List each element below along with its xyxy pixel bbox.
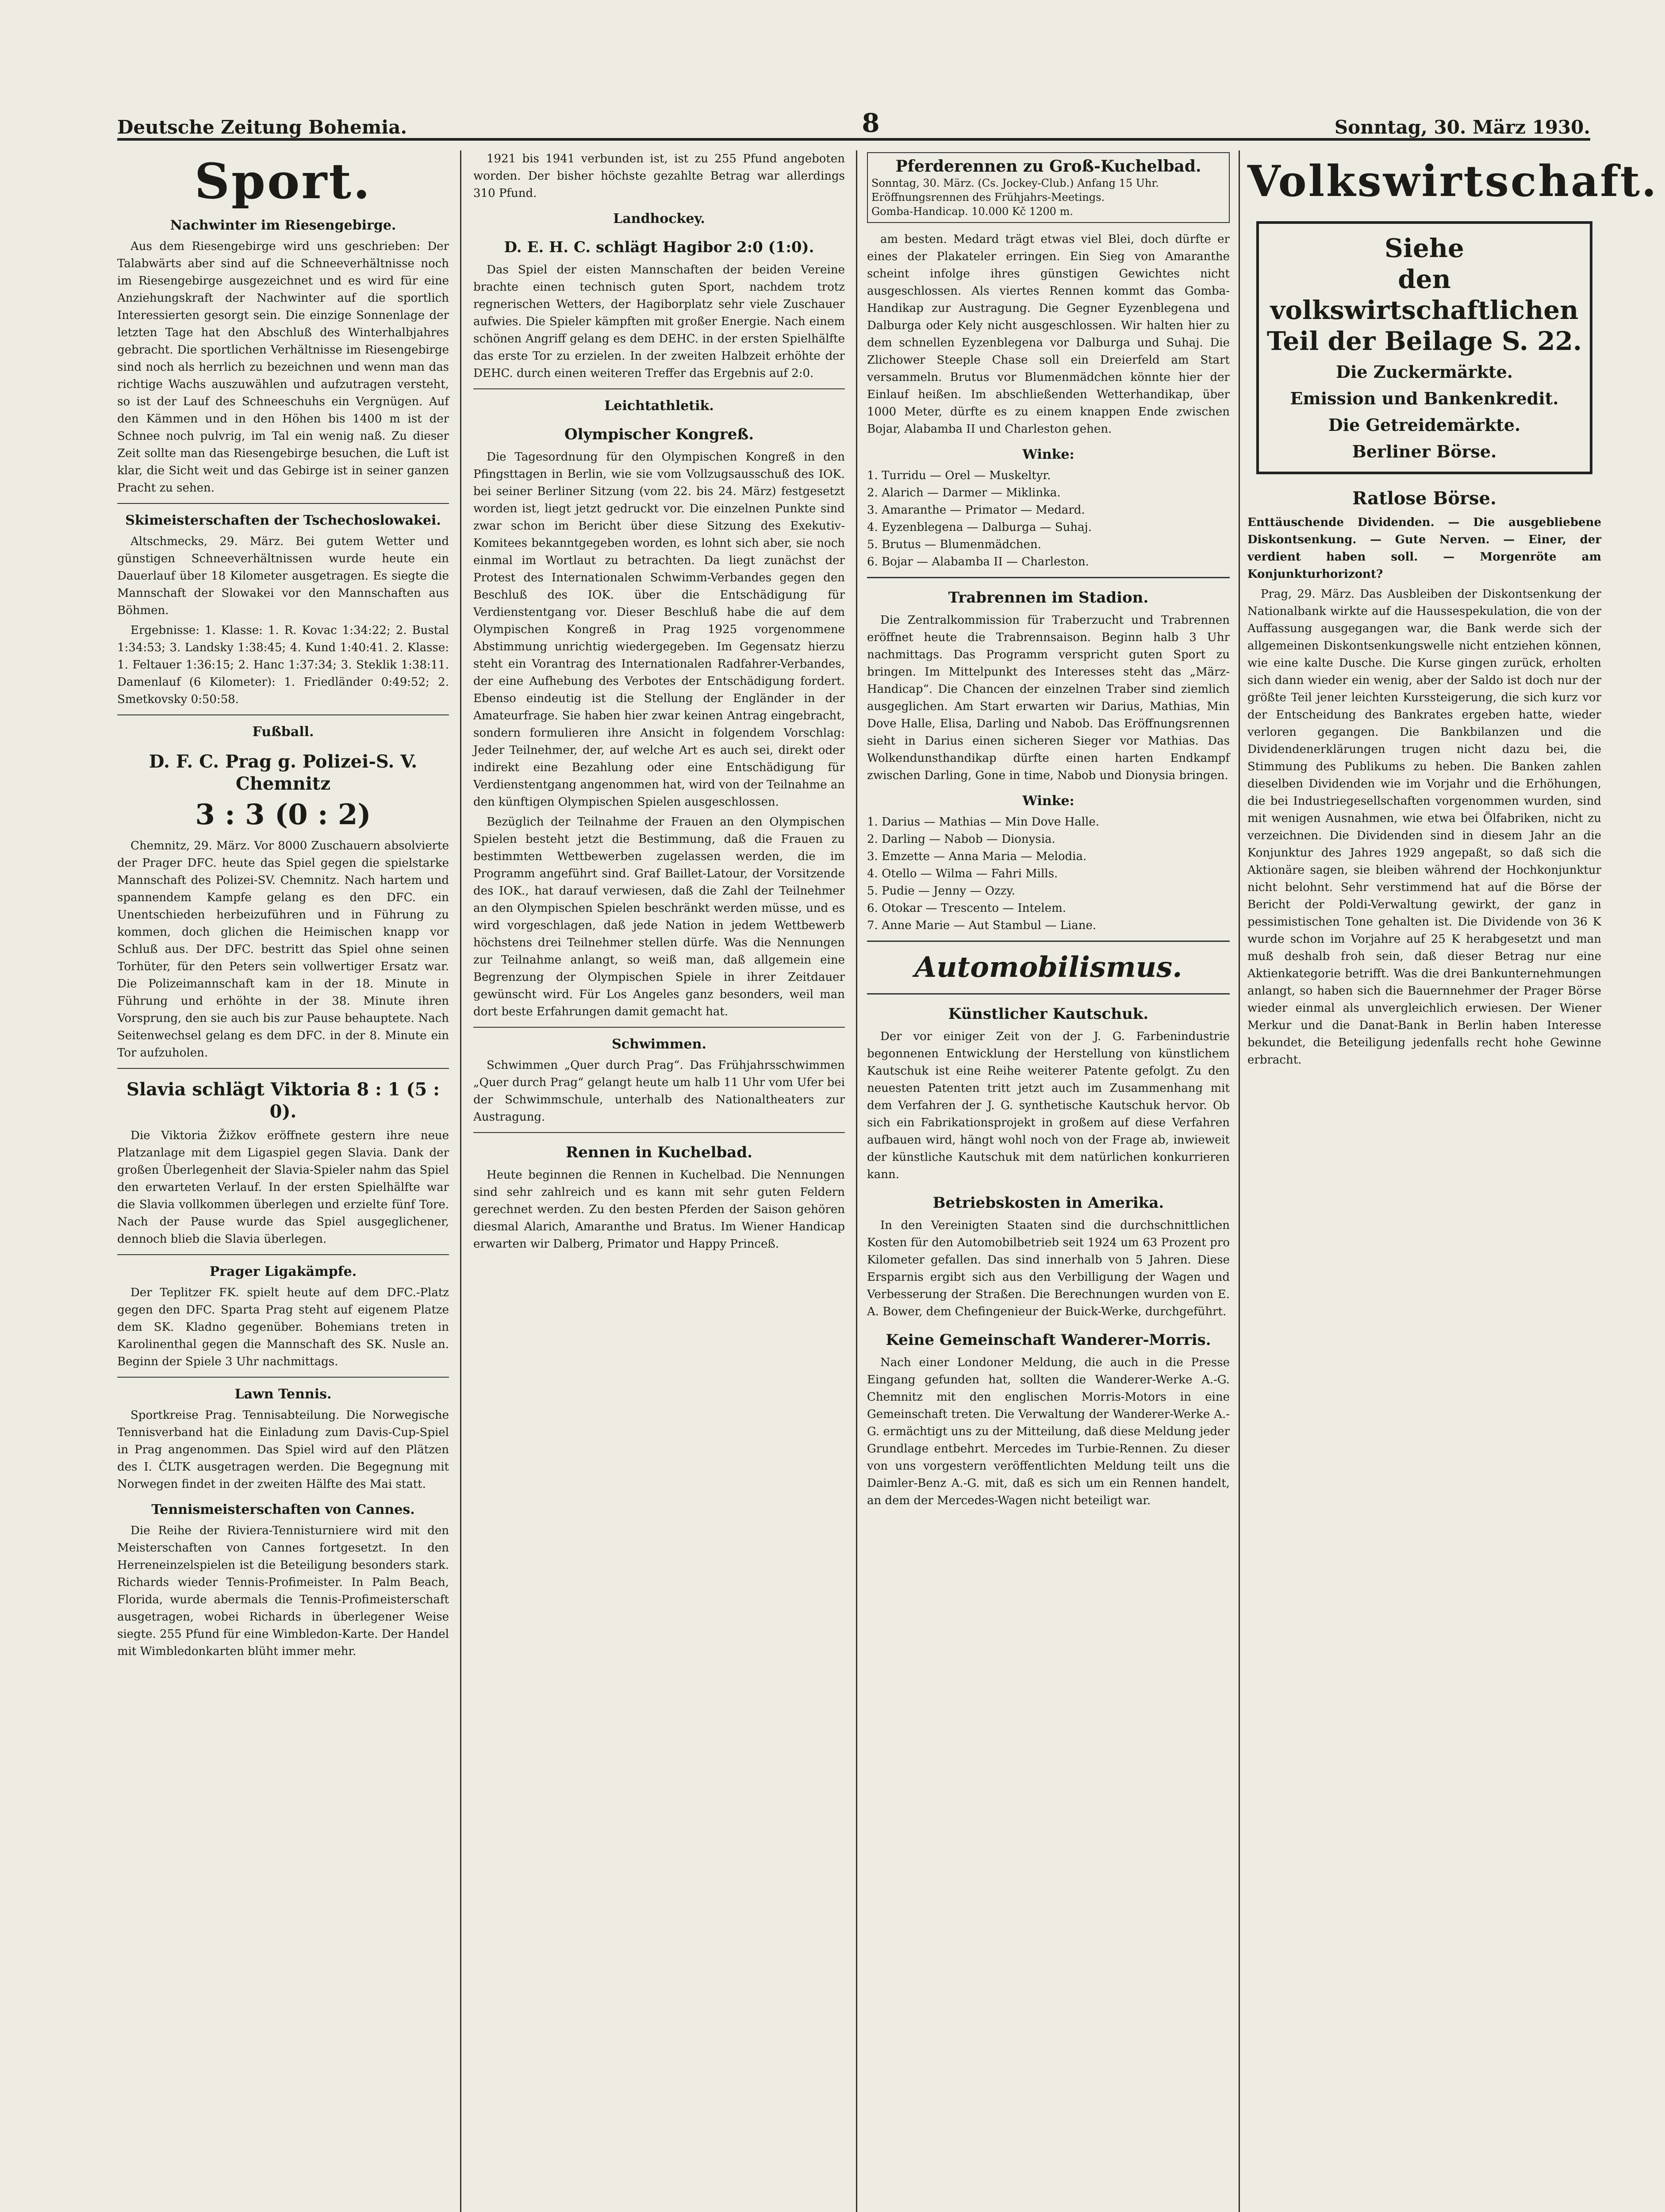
divider [867, 941, 1230, 942]
column-sport-continued [473, 150, 845, 2212]
article-body: Die Tagesordnung für den Olympischen Kongreß in den Pfingsttagen in Berlin, wie sie vom Vollzugsausschuß des IOK. bei seiner Berliner Sitzung (vom 22. bis 24. März) festgesetzt worden ist, liegt jetzt gedruckt vor. Die einzelnen Punkte sind zwar schon im Bericht über diese Sitzung des Exekutiv-Komitees bekanntgegeben worden, es lohnt sich aber, sie noch einmal im Wortlaut zu betrachten. Da liegt zunächst der Protest des Internationalen Schwimm-Verbandes gegen den Beschluß des IOK. über die Entschädigung für Verdienstentgang vor. Dieser Beschluß habe die auf dem Olympischen Kongreß in Prag 1925 vorgenommene Abstimmung unrichtig wiedergegeben. Im Gegensatz hierzu steht ein Vorantrag des Internationalen Radfahrer-Verbandes, der eine Aufhebung des Verbotes der Entschädigung fordert. Ebenso eindeutig ist die Stellung der Engländer in der Amateurfrage. Sie haben hier zwar keinen Antrag eingebracht, sondern formulieren ihre Ansicht in folgendem Vorschlag: Jeder Teilnehmer, der, auf welche Art es auch sei, direkt oder indirekt eine Bezahlung oder eine Entschädigung für Verdienstentgang angenommen hat, wird von der Teilnahme an den künftigen Olympischen Spielen ausgeschlossen. [473, 450, 845, 809]
race-announcement [867, 152, 1230, 223]
article-heading: Lawn Tennis. [234, 1386, 332, 1402]
article-heading: Fußball. [252, 724, 314, 740]
tips-heading: Winke: [1022, 793, 1074, 809]
article-heading: Slavia schlägt Viktoria 8 : 1 (5 : 0). [127, 1079, 440, 1122]
article-body: In den Vereinigten Staaten sind die durchschnittlichen Kosten für den Automobilbetrieb seit 1924 um 63 Prozent pro Kilometer gefallen. Das sind innerhalb von 5 Jahren. Diese Ersparnis ergibt sich aus den Verbilligung der Wagen und Verbesserung der Straßen. Die Berechnungen wurden von E. A. Bower, dem Chefingenieur der Buick-Werke, durchgeführt. [867, 1219, 1230, 1318]
tips-heading: Winke: [1022, 447, 1074, 462]
box-line: Die Zuckermärkte. [1336, 362, 1513, 382]
match-title: D. F. C. Prag g. Polizei-S. V. Chemnitz [149, 751, 418, 794]
divider [867, 993, 1230, 995]
article-body: Der Teplitzer FK. spielt heute auf dem DFC.-Platz gegen den DFC. Sparta Prag steht auf eigenem Platze dem SK. Kladno gegenüber. Bohemians treten in Karolinenthal gegen die Mannschaft des SK. Nusle an. Beginn der Spiele 3 Uhr nachmittags. [117, 1286, 449, 1368]
article-heading: Landhockey. [613, 211, 705, 227]
reference-box [1256, 221, 1592, 474]
tips-list: 1. Darius — Mathias — Min Dove Halle. 2. Darling — Nabob — Dionysia. 3. Emzette — Anna Maria — Melodia. 4. Otello — Wilma — Fahri Mills. 5. Pudie — Jenny — Ozzy. 6. Otokar — Trescento — Intelem. 7. Anne Marie — Aut Stambul — Liane. [867, 815, 1100, 932]
article-body: 1921 bis 1941 verbunden ist, ist zu 255 Pfund angeboten worden. Der bisher höchste gezahlte Betrag war allerdings 310 Pfund. [473, 152, 845, 200]
article-heading: Skimeisterschaften der Tschechoslowakei. [125, 513, 441, 528]
box-line: Emission und Bankenkredit. [1290, 388, 1559, 408]
article-body: am besten. Medard trägt etwas viel Blei, doch dürfte er eines der Plakateler erringen. Ein Sieg von Amaranthe scheint infolge ihres günstigen Gewichtes nicht ausgeschlossen. Als viertes Rennen kommt das Gomba-Handikap zur Austragung. Die Gegner Eyzenblegena und Dalburga oder Kely nicht ausgeschlossen. Wir halten hier zu dem schnellen Eyzenblegena vor Dalburga und Suhaj. Die Zlichower Steeple Chase soll ein Dreierfeld am Start versammeln. Brutus vor Blumenmädchen könnte hier der Einlauf heißen. Im abschließenden Wetterhandikap, über 1000 Meter, dürfte es zu einem knappen Ende zwischen Bojar, Alabamba II und Charleston gehen. [867, 233, 1230, 436]
article-body: Die Viktoria Žižkov eröffnete gestern ihre neue Platzanlage mit dem Ligaspiel gegen Slavia. Dank der großen Überlegenheit der Slavia-Spieler nahm das Spiel den erwarteten Verlauf. In der ersten Spielhälfte war die Slavia vollkommen überlegen und erzielte fünf Tore. Nach der Pause wurde das Spiel ausgeglichener, dennoch blieb die Slavia überlegen. [117, 1129, 449, 1246]
article-body: Die Zentralkommission für Traberzucht und Trabrennen eröffnet heute die Trabrennsaison. Beginn halb 3 Uhr nachmittags. Das Programm verspricht guten Sport zu bringen. Im Mittelpunkt des Interesses steht das „März-Handicap“. Die Chancen der einzelnen Traber sind ziemlich ausgeglichen. Am Start erwarten wir Darius, Mathias, Min Dove Halle, Elisa, Darling und Nabob. Das Eröffnungsrennen sieht in Darius einen sicheren Sieger vor Mathias. Das Wolkendunsthandikap dürfte einen harten Endkampf zwischen Darling, Gone in time, Nabob und Dionysia bringen. [867, 614, 1230, 782]
newspaper-name: Deutsche Zeitung Bohemia. [117, 116, 407, 138]
box-line: Berliner Börse. [1352, 442, 1497, 461]
announcement-title: Pferderennen zu Groß-Kuchelbad. [895, 157, 1201, 176]
column-racing-automobilism [867, 150, 1230, 2212]
article-heading: Keine Gemeinschaft Wanderer-Morris. [886, 1331, 1211, 1349]
article-body: Bezüglich der Teilnahme der Frauen an den Olympischen Spielen besteht jetzt die Bestimmung, daß die Frauen zu bestimmten Wettbewerben zugelassen werden, die im Programm angeführt sind. Graf Baillet-Latour, der Vorsitzende des IOK., hat darauf verwiesen, daß die Zahl der Teilnehmer an den Olympischen Spielen beschränkt werden müsse, und es wird vorgeschlagen, daß jede Nation in jedem Wettbewerb höchstens drei Teilnehmer stellen dürfe. Was die Nennungen zur Teilnahme anlangt, so weiß man, daß allgemein eine Begrenzung der Olympischen Spiele in ihrer Zeitdauer gewünscht wird. Für Los Angeles ganz besonders, weil man dort beste Erfahrungen damit gemacht hat. [473, 815, 845, 1018]
divider [117, 503, 449, 504]
article-heading: Betriebskosten in Amerika. [932, 1194, 1164, 1212]
article-body: Die Reihe der Riviera-Tennisturniere wird mit den Meisterschaften von Cannes fortgesetzt. In den Herreneinzelspielen ist die Beteiligung besonders stark. Richards wieder Tennis-Profimeister. In Palm Beach, Florida, wurde abermals die Tennis-Profimeisterschaft ausgetragen, wobei Richards in überlegener Weise siegte. 255 Pfund für eine Wimbledon-Karte. Der Handel mit Wimbledonkarten blüht immer mehr. [117, 1524, 449, 1658]
column-divider [1239, 150, 1240, 2212]
announcement-line: Eröffnungsrennen des Frühjahrs-Meetings. [871, 191, 1105, 204]
article-subheading: D. E. H. C. schlägt Hagibor 2:0 (1:0). [504, 238, 814, 256]
article-body: Schwimmen „Quer durch Prag“. Das Frühjahrsschwimmen „Quer durch Prag“ gelangt heute um halb 11 Uhr vom Ufer bei der Schwimmschule, unterhalb des Nationaltheaters zur Austragung. [473, 1059, 845, 1124]
article-subheading: Olympischer Kongreß. [564, 426, 754, 443]
column-economy [1247, 150, 1658, 2212]
page-number: 8 [862, 108, 880, 138]
article-heading: Tennismeisterschaften von Cannes. [151, 1502, 415, 1517]
section-title-automobilism: Automobilismus. [914, 951, 1182, 984]
article-subheading: Enttäuschende Dividenden. — Die ausgebliebene Diskontsenkung. — Gute Nerven. — Einer, der verdient haben soll. — Morgenröte am Konjunkturhorizont? [1247, 516, 1601, 581]
box-line: Siehe [1385, 233, 1464, 263]
article-heading: Leichtathletik. [604, 398, 714, 414]
box-line: Die Getreidemärkte. [1328, 415, 1521, 435]
article-heading: Rennen in Kuchelbad. [566, 1144, 752, 1161]
divider [117, 1068, 449, 1069]
article-body: Sportkreise Prag. Tennisabteilung. Die Norwegische Tennisverband hat die Einladung zum Davis-Cup-Spiel in Prag angenommen. Das Spiel wird auf den Plätzen des I. ČLTK ausgetragen werden. Die Begegnung mit Norwegen findet in der zweiten Hälfte des Mai statt. [117, 1409, 449, 1491]
article-heading: Künstlicher Kautschuk. [948, 1005, 1149, 1023]
article-heading: Nachwinter im Riesengebirge. [170, 218, 396, 233]
column-sport [117, 150, 449, 2212]
divider [473, 1027, 845, 1028]
article-body: Heute beginnen die Rennen in Kuchelbad. Die Nennungen sind sehr zahlreich und es kann mit sehr guten Feldern gerechnet werden. Zu den besten Pferden der Saison gehören diesmal Alarich, Amaranthe und Bratus. Im Wiener Handicap erwarten wir Dalberg, Primator und Happy Princeß. [473, 1168, 845, 1251]
article-heading: Trabrennen im Stadion. [948, 589, 1149, 607]
article-body: Der vor einiger Zeit von der J. G. Farbenindustrie begonnenen Entwicklung der Herstellung von künstlichem Kautschuk ist eine Reihe weiterer Patente gefolgt. Zu den neuesten Patenten tritt jetzt auch im Zusammenhang mit dem Verfahren der J. G. synthetische Kautschuk hervor. Ob sich ein Fabrikationsprojekt in großem auf diese Verfahren aufbauen wird, hängt wohl noch von der Frage ab, inwieweit der künstliche Kautschuk mit dem natürlichen konkurrieren kann. [867, 1030, 1230, 1181]
column-divider [856, 150, 857, 2212]
issue-date: Sonntag, 30. März 1930. [1334, 116, 1590, 138]
divider [117, 1377, 449, 1378]
divider [117, 1254, 449, 1255]
announcement-line: Sonntag, 30. März. (Cs. Jockey-Club.) Anfang 15 Uhr. [871, 177, 1159, 189]
divider [867, 577, 1230, 578]
article-body: Chemnitz, 29. März. Vor 8000 Zuschauern absolvierte der Prager DFC. heute das Spiel gegen die spielstarke Mannschaft des Polizei-SV. Chemnitz. Nach hartem und spannendem Kampfe gelang es den DFC. ein Unentschieden herbeizuführen und in Führung zu kommen, doch glichen die Heimischen knapp vor Schluß aus. Der DFC. bestritt das Spiel ohne seinen Torhüter, für den Peters sein vollwertiger Ersatz war. Die Polizeimannschaft kam in der 18. Minute in Führung und erhöhte in der 38. Minute ihren Vorsprung, den sie auch bis zur Pause behauptete. Nach Seitenwechsel gelang es dem DFC. in der 8. Minute ein Tor aufzuholen. [117, 839, 449, 1060]
section-title-sport: Sport. [194, 153, 372, 210]
divider [117, 714, 449, 715]
divider [473, 1132, 845, 1133]
box-line: den volkswirtschaftlichen Teil der Beilage S. 22. [1266, 264, 1582, 356]
page-header [117, 108, 1590, 141]
column-divider [460, 150, 461, 2212]
results-text: Ergebnisse: 1. Klasse: 1. R. Kovac 1:34:22; 2. Bustal 1:34:53; 3. Landsky 1:38:45; 4. Kund 1:40:41. 2. Klasse: 1. Feltauer 1:36:15; 2. Hanc 1:37:34; 3. Steklik 1:38:11. Damenlauf (6 Kilometer): 1. Friedländer 0:49:52; 2. Smetkovsky 0:50:58. [117, 624, 449, 706]
article-body: Nach einer Londoner Meldung, die auch in die Presse Eingang gefunden hat, sollten die Wanderer-Werke A.-G. Chemnitz mit den englischen Morris-Motors in eine Gemeinschaft treten. Die Verwaltung der Wanderer-Werke A.-G. ermächtigt uns zu der Mitteilung, daß diese Meldung jeder Grundlage entbehrt. Mercedes im Turbie-Rennen. Zu dieser von uns vorgestern veröffentlichten Meldung teilt uns die Daimler-Benz A.-G. mit, daß es sich um ein Rennen handelt, an dem der Mercedes-Wagen nicht beteiligt war. [867, 1356, 1230, 1507]
divider [473, 388, 845, 389]
tips-list: 1. Turridu — Orel — Muskeltyr. 2. Alarich — Darmer — Miklinka. 3. Amaranthe — Primator — Medard. 4. Eyzenblegena — Dalburga — Suhaj. 5. Brutus — Blumenmädchen. 6. Bojar — Alabamba II — Charleston. [867, 469, 1092, 568]
article-heading: Ratlose Börse. [1352, 488, 1496, 509]
article-body: Altschmecks, 29. März. Bei gutem Wetter und günstigen Schneeverhältnissen wurde heute ein Dauerlauf über 18 Kilometer ausgetragen. Es siegte die Mannschaft der Slowakei vor den Mannschaften aus Böhmen. [117, 535, 449, 617]
announcement-line: Gomba-Handicap. 10.000 Kč 1200 m. [871, 205, 1073, 218]
section-title-economy: Volkswirtschaft. [1247, 156, 1658, 206]
article-body: Aus dem Riesengebirge wird uns geschrieben: Der Talabwärts aber sind auf die Schneeverhältnisse noch im Riesengebirge ausgezeichnet und es wird für eine Anziehungskraft der Nachwinter auf die sportlich Interessierten gesorgt sein. Die einzige Sonnenlage der letzten Tage hat den Abschluß des Winterhalbjahres gebracht. Die sportlichen Verhältnisse im Riesengebirge sind noch als herrlich zu bezeichnen und wenn man das richtige Wachs auszuwählen und aufzutragen versteht, so ist der Lauf des Schneeschuhs ein Vergnügen. Auf den Kämmen und in den Höhen bis 1400 m ist der Schnee noch pulvrig, im Tal ein wenig naß. Zu dieser Zeit sollte man das Riesengebirge besuchen, die Luft ist klar, die Sicht weit und das Gebirge ist in seiner ganzen Pracht zu sehen. [117, 240, 449, 495]
article-heading: Schwimmen. [612, 1037, 706, 1052]
article-body: Das Spiel der eisten Mannschaften der beiden Vereine brachte einen technisch guten Sport, nachdem trotz regnerischen Wetters, der Hagiborplatz sehr viele Zuschauer aufwies. Die Spieler kämpften mit großer Energie. Nach einem schönen Angriff gelang es dem DEHC. in der ersten Spielhälfte das erste Tor zu erzielen. In der zweiten Halbzeit erhöhte der DEHC. durch einen weiteren Treffer das Ergebnis auf 2:0. [473, 263, 845, 380]
article-body: Prag, 29. März. Das Ausbleiben der Diskontsenkung der Nationalbank wirkte auf die Haussespekulation, die von der Auffassung ausgegangen war, die Bank werde sich der allgemeinen Diskontsenkungswelle nicht entziehen können, wie eine kalte Dusche. Die Kurse gingen zurück, erholten sich dann wieder ein wenig, aber der Saldo ist doch nur der größte Teil jener leichten Kurssteigerung, die sich kurz vor der Entscheidung des Bankrates ergeben hatte, wieder verloren gegangen. Die Bankbilanzen und die Dividendenerklärungen trugen nicht dazu bei, die Stimmung des Publikums zu heben. Die Banken zahlen dieselben Dividenden wie im Vorjahr und die Erhöhungen, die bei Industriegesellschaften vorgenommen wurden, sind mit wenigen Ausnahmen, wie etwa bei Ölfabriken, nicht zu verzeichnen. Die Dividenden sind in diesem Jahr an die Konjunktur des Jahres 1929 angepaßt, so daß sich die Aktionäre sagen, sie bleiben während der Hochkonjunktur nicht belohnt. Sehr verstimmend hat auf die Börse der Bericht der Poldi-Verwaltung gewirkt, der ganz in pessimistischen Tone gehalten ist. Die Dividende von 36 K wurde schon im Vorjahre auf 25 K herabgesetzt und man muß deshalb froh sein, daß dieser Betrag nur eine Aktienkategorie betrifft. Was die drei Bankunternehmungen anlangt, so haben sich die Bauernnehmer der Prager Börse wieder einmal als unvergleichlich erwiesen. Der Wiener Merkur und die Danat-Bank in Berlin haben Interesse bekundet, die Beteiligung jedenfalls recht hohe Gewinne erbracht. [1247, 588, 1601, 1067]
match-score: 3 : 3 (0 : 2) [195, 798, 371, 831]
article-heading: Prager Ligakämpfe. [209, 1264, 357, 1279]
